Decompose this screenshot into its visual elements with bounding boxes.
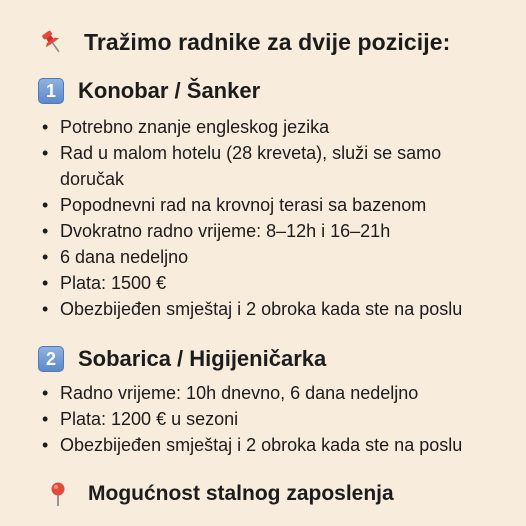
keycap-two-icon: 2 (38, 346, 64, 372)
list-item: • Dvokratno radno vrijeme: 8–12h i 16–21h (40, 218, 510, 244)
footer-text: Mogućnost stalnog zaposlenja (88, 482, 394, 505)
footer (44, 478, 526, 510)
list-item: • Obezbijeđen smještaj i 2 obroka kada ste na poslu (40, 296, 510, 322)
list-item: • Potrebno znanje engleskog jezika (40, 114, 510, 140)
section-1-list (40, 114, 510, 322)
keycap-one-icon: 1 (38, 78, 64, 104)
list-item: • Plata: 1500 € (40, 270, 510, 296)
list-item: • Popodnevni rad na krovnoj terasi sa bazenom (40, 192, 510, 218)
list-item: • Obezbijeđen smještaj i 2 obroka kada ste na poslu (40, 432, 510, 458)
location-pin-icon (44, 480, 72, 508)
section-2-list (40, 380, 510, 458)
section-1-heading: Konobar / Šanker (78, 78, 261, 103)
pushpin-icon (38, 28, 66, 56)
header (38, 24, 526, 60)
section-2-title (38, 342, 526, 376)
page-title: Tražimo radnike za dvije pozicije: (84, 28, 451, 55)
list-item: • 6 dana nedeljno (40, 244, 510, 270)
section-2-heading: Sobarica / Higijeničarka (78, 346, 327, 371)
list-item: • Rad u malom hotelu (28 kreveta), služi se samo doručak (40, 140, 510, 192)
list-item: • Plata: 1200 € u sezoni (40, 406, 510, 432)
section-1-title (38, 74, 526, 108)
list-item: • Radno vrijeme: 10h dnevno, 6 dana nedeljno (40, 380, 510, 406)
